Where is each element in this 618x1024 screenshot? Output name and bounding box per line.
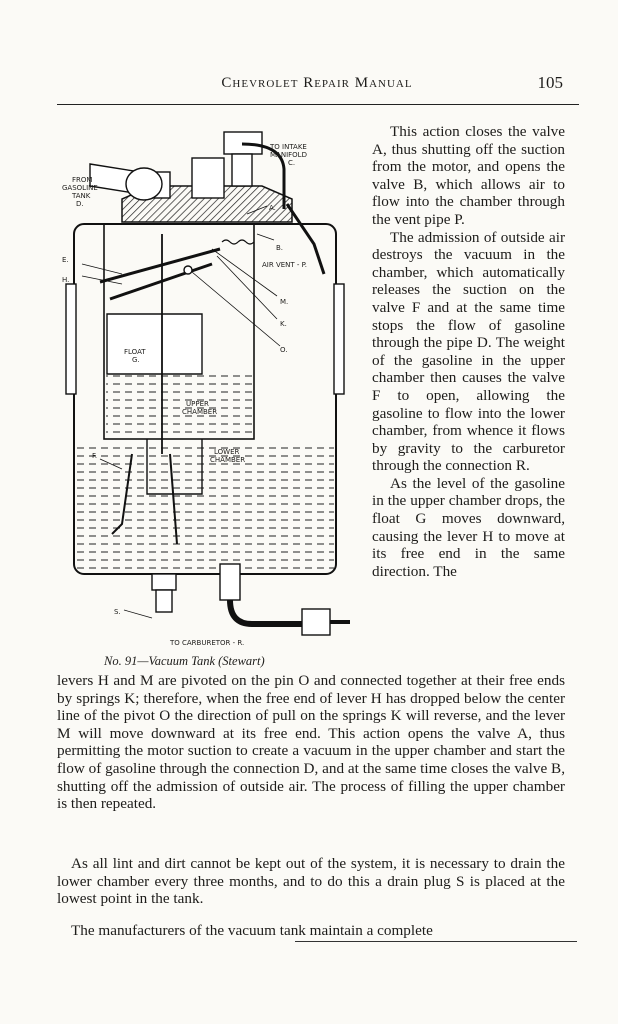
label-intake-1: TO INTAKE	[270, 143, 307, 151]
figure-caption: No. 91—Vacuum Tank (Stewart)	[104, 654, 265, 668]
vacuum-tank-figure	[52, 124, 364, 669]
full-paragraph-3-text: The manufacturers of the vacuum tank maintain a complete	[71, 922, 433, 939]
running-title: Chevrolet Repair Manual	[221, 75, 413, 91]
page-header	[57, 73, 577, 95]
label-intake-2: MANIFOLD	[270, 151, 307, 159]
label-e: E.	[62, 256, 69, 264]
label-b: B.	[276, 244, 284, 252]
label-float-2: G.	[132, 356, 140, 364]
full-paragraph-2-text: As all lint and dirt cannot be kept out of the system, it is necessary to drain the lower chamber every three months, and to do this a drain plug S is placed at the lowest point in the tank.	[57, 855, 565, 908]
label-carburetor: TO CARBURETOR - R.	[170, 639, 245, 647]
side-paragraph-3: As the level of the gasoline in the upper chamber drops, the float G moves downward, causing the lever H to move at its free end in the same direction. The	[372, 474, 565, 580]
label-h: H.	[62, 276, 70, 284]
label-upper-2: CHAMBER	[182, 408, 218, 416]
bottom-rule	[295, 941, 577, 942]
full-paragraph-1-text: levers H and M are pivoted on the pin O and connected together at their free ends by springs K; therefore, when the free end of lever H has dropped below the center line of the pivot O the direction of pull on the springs K will reverse, and the lever M will move downward at its free end. This action opens the valve A, thus permitting the motor suction to create a vacuum in the upper chamber and start the flow of gasoline through the connection D, and at the same time closes the valve B, shutting off the admission of outside air. The process of filling the upper chamber is then repeated.	[57, 672, 565, 813]
label-upper-1: UPPER	[186, 400, 209, 408]
label-lower-1: LOWER	[214, 448, 240, 456]
label-f: F.	[92, 452, 98, 460]
label-k: K.	[280, 320, 287, 328]
label-gas-2: GASOLINE	[62, 184, 98, 192]
label-o: O.	[280, 346, 288, 354]
full-paragraph-1	[57, 672, 565, 813]
label-s: S.	[114, 608, 121, 616]
side-paragraph-2: The admission of outside air destroys the vacuum in the chamber, which automatically releases the suction on the valve F and at the same time stops the flow of gasoline through the pipe D. The weight of the gasoline in the upper chamber then causes the valve F to open, allowing the gasoline to flow into the lower chamber, from whence it flows by gravity to the carburetor through the connection R.	[372, 228, 565, 475]
label-float-1: FLOAT	[124, 348, 146, 356]
page-number: 105	[537, 73, 563, 92]
label-lower-2: CHAMBER	[210, 456, 246, 464]
side-paragraph-1: This action closes the valve A, thus shutting off the suction from the motor, and opens the valve B, which allows air to flow into the chamber through the vent pipe P.	[372, 123, 565, 228]
label-gas-3: TANK	[72, 192, 91, 200]
label-m: M.	[280, 298, 289, 306]
label-a: A.	[269, 204, 276, 212]
side-column-text	[372, 123, 565, 580]
full-paragraph-3	[57, 922, 565, 940]
label-intake-3: C.	[288, 159, 296, 167]
vacuum-tank-diagram	[52, 124, 364, 654]
full-paragraph-2	[57, 855, 565, 908]
header-rule	[57, 104, 579, 105]
label-air-vent: AIR VENT - P.	[262, 261, 307, 269]
label-gas-4: D.	[76, 200, 84, 208]
label-gas-1: FROM	[72, 176, 93, 184]
